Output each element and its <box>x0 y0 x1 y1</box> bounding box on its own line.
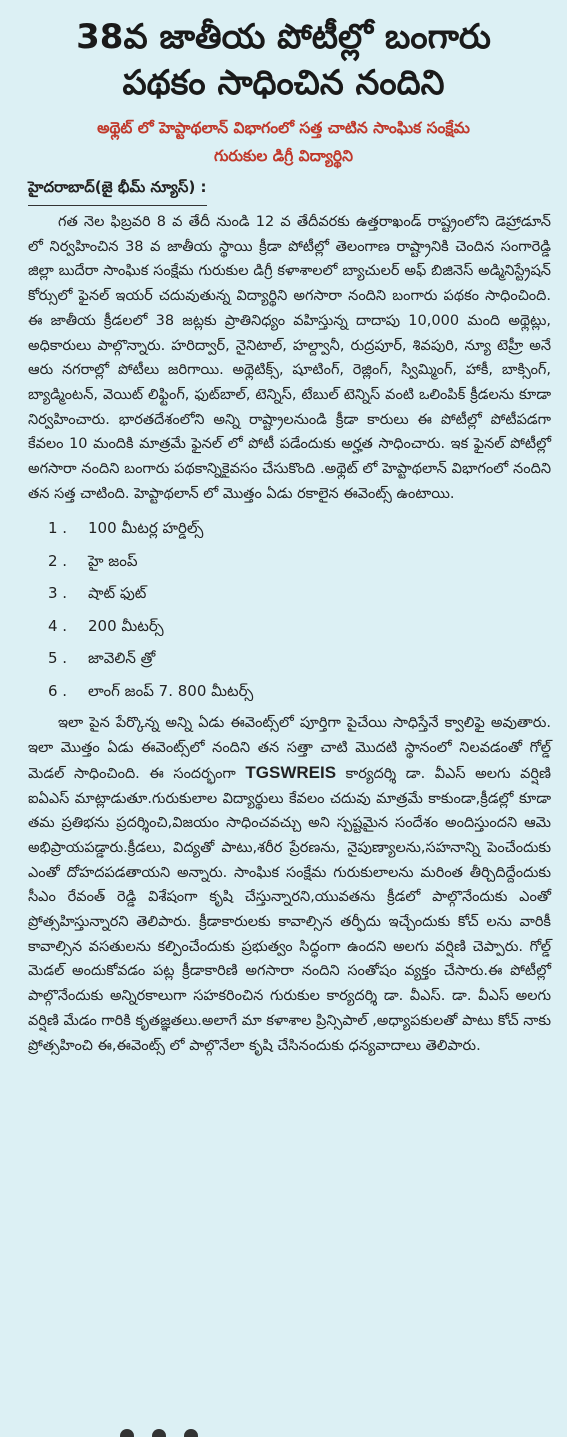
paragraph-conclusion-part-2: కార్యదర్శి డా. వీఎస్ అలగు వర్షిణి ఐఏఎస్ మాట్లాడుతూ.గురుకులాల విద్యార్థులు కేవలం చదువు మాత్రమే కాకుండా,క్రీడల్లో కూడా తమ ప్రతిభను ప్రదర్శించి,విజయం సాధించవచ్చు అని స్పష్టమైన సందేశం అందిస్తుందని ఆమె అభిప్రాయపడ్డారు.క్రీడలు, విద్యతో పాటు,శరీర ప్రేరణను, నైపుణ్యాలను,సహనాన్ని పెంచేందుకు ఎంతో దోహదపడతాయని అన్నారు. సాంఘిక సంక్షేమ గురుకులాలను మరింత తీర్చిదిద్దేందుకు సీఎం రేవంత్ రెడ్డి విశేషంగా కృషి చేస్తున్నారని,యువతను క్రీడలో పాల్గొనేందుకు ఎంతో ప్రోత్సహిస్తున్నారని తెలిపారు. క్రీడాకారులకు కావాల్సిన తర్ఫీదు ఇచ్చేందుకు కోచ్ లను వారికీ కావాల్సిన వసతులను కల్పించేందుకు ప్రభుత్వం సిద్ధంగా ఉందని అలగు వర్షిణి చెప్పారు. గోల్డ్ మెడల్ అందుకోవడం పట్ల క్రీడాకారిణి అగసారా నందిని సంతోషం వ్యక్తం చేసారు.ఈ పోటీల్లో పాల్గొనేందుకు అన్నిరకాలుగా సహకరించిన గురుకుల కార్యదర్శి డా. వీఎస్. డా. వీఎస్ అలగు వర్షిణి మేడం గారికి కృతజ్ఞతలు.అలాగే మా కళాశాల ప్రిన్సిపాల్ ,అధ్యాపకులతో పాటు కోచ్ నాకు ప్రోత్సహించి ఈ,ఈవెంట్స్ లో పాల్గొనేలా కృషి చేసినందుకు ధన్యవాదాలు తెలిపారు. <box>28 765 552 1054</box>
list-item <box>48 675 567 708</box>
cutoff-glyph <box>184 1429 198 1437</box>
subheadline-line-1: అథ్లెట్ లో హెప్టాథలాన్ విభాగంలో సత్త చాటిన సాంఘిక సంక్షేమ <box>97 119 470 137</box>
headline-line-2: పథకం సాధించిన నందిని <box>122 63 445 103</box>
list-item-label: హై జంప్ <box>88 551 138 570</box>
list-item-number: 6 . <box>48 681 68 700</box>
list-item-number: 2 . <box>48 551 68 570</box>
paragraph-intro: గత నెల ఫిబ్రవరి 8 వ తేదీ నుండి 12 వ తేదీవరకు ఉత్తరాఖండ్ రాష్ట్రంలోని డెహ్రాడూన్ లో నిర్వహించిన 38 వ జాతీయ స్థాయి క్రీడా పోటీల్లో తెలంగాణ రాష్ట్రానికి చెందిన సంగారెడ్డి జిల్లా బుదేరా సాంఘిక సంక్షేమ గురుకుల డిగ్రీ కళాశాలలో బ్యాచులర్ అఫ్ బిజినెస్ అడ్మినిస్ట్రేషన్ కోర్సులో ఫైనల్ ఇయర్ చదువుతున్న విద్యార్థిని అగసారా నందిని బంగారు పథకం సాధించింది. ఈ జాతీయ క్రీడలలో 38 జట్లకు ప్రాతినిధ్యం వహిస్తున్న దాదాపు 10,000 మంది అథ్లెట్లు, అధికారులు పాల్గొన్నారు. హరిద్వార్, నైనిటాల్, హల్ద్వానీ, రుద్రపూర్, శివపురి, న్యూ టెహ్రీ అనే ఆరు నగరాల్లో పోటీలు జరిగాయి. అథ్లెటిక్స్, షూటింగ్, రెజ్లింగ్, స్విమ్మింగ్, హాకీ, బాక్సింగ్, బ్యాడ్మింటన్, వెయిట్ లిఫ్టింగ్, ఫుట్‌బాల్, టెన్నిస్, టేబుల్ టెన్నిస్ వంటి ఒలింపిక్ క్రీడలను కూడా నిర్వహించారు. భారతదేశంలోని అన్ని రాష్ట్రాలనుండి క్రీడా కారులు ఈ పోటీల్లో పోటీపడగా కేవలం 10 మందికి మాత్రమే ఫైనల్ లో పోటీ పడేందుకు అర్హత సాధించారు. ఇక ఫైనల్ పోటీల్లో అగసారా నందిని బంగారు పథకాన్నికైవసం చేసుకొంది .అథ్లెట్ లో హెప్టాథలాన్ విభాగంలో నందిని తన సత్త చాటింది. హెప్టాథలాన్ లో మొత్తం ఏడు రకాలైన ఈవెంట్స్ ఉంటాయి. <box>28 214 551 502</box>
cutoff-glyph <box>120 1429 134 1437</box>
list-item-number: 3 . <box>48 584 68 603</box>
headline <box>8 14 559 106</box>
list-item-label: 200 మీటర్స్ <box>88 616 164 635</box>
list-item-label: జావెలిన్ త్రో <box>88 649 156 668</box>
list-item <box>48 642 567 675</box>
list-item-label: 100 మీటర్ల హర్డిల్స్ <box>88 519 204 538</box>
next-article-cutoff <box>120 1428 320 1437</box>
paragraph-conclusion <box>28 711 551 1058</box>
event-list <box>0 512 567 707</box>
list-item <box>48 610 567 643</box>
list-item <box>48 512 567 545</box>
list-item-number: 5 . <box>48 649 68 668</box>
list-item-label: షాట్ ఫుట్ <box>88 584 147 603</box>
subheadline-line-2: గురుకుల డిగ్రీ విద్యార్థిని <box>213 147 353 165</box>
organization-acronym: TGSWREIS <box>245 762 337 782</box>
list-item-number: 4 . <box>48 616 68 635</box>
subheadline <box>10 114 557 170</box>
list-item <box>48 577 567 610</box>
list-item-number: 1 . <box>48 519 68 538</box>
dateline: హైదరాబాద్(జై భీమ్ న్యూస్) : <box>28 178 207 206</box>
cutoff-glyph <box>152 1429 166 1437</box>
list-item-label: లాంగ్ జంప్ 7. 800 మీటర్స్ <box>88 681 254 700</box>
article <box>0 14 567 1058</box>
list-item <box>48 545 567 578</box>
headline-line-1: 38వ జాతీయ పోటీల్లో బంగారు <box>76 17 491 57</box>
paragraph-conclusion-part-1: ఇలా పైన పేర్కొన్న అన్ని ఏడు ఈవెంట్స్‌లో పూర్తిగా పైచేయి సాధిస్తేనే క్వాలిఫై అవుతారు. ఇలా మొత్తం ఏడు ఈవెంట్స్‌లో నందిని తన సత్తా చాటి మొదటి స్థానంలో నిలవడంతో గోల్డ్ మెడల్ సాధించింది. ఈ సందర్భంగా <box>28 715 551 782</box>
